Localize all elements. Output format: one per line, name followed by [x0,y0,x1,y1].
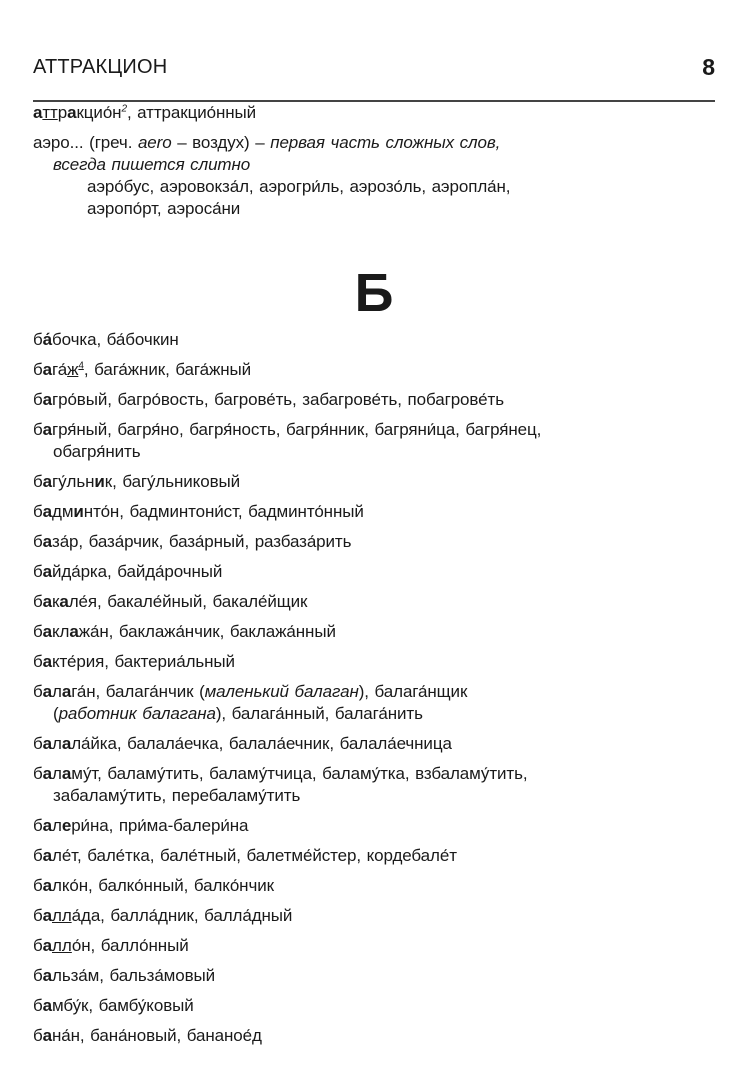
stress-highlight: а [42,966,52,985]
entry-line [33,681,733,703]
stress-highlight: а [42,936,52,955]
entry-line [33,389,733,411]
stress-highlight: а [42,420,52,439]
entry-line [33,176,733,198]
entry-line [33,621,733,643]
entry-text: б [33,906,43,925]
entry-line [33,815,733,837]
entry-line [33,785,733,807]
entry-line [33,965,733,987]
entry-text: ри́на, при́ма-балери́на [71,816,249,835]
entry-text: б [33,996,43,1015]
entry-text: бочка, ба́бочкин [52,330,179,349]
entry-text: жа́н, баклажа́нчик, баклажа́нный [78,622,336,641]
entry-text: му́т, баламу́тить, баламу́тчица, баламу́тка, взбаламу́тить, [71,764,528,783]
entry-line [33,935,733,957]
stress-highlight: а [42,846,52,865]
stress-highlight: а [42,1026,52,1045]
stress-highlight: а [42,360,52,379]
entry-text: б [33,936,43,955]
entry-text: забаламу́тить, перебаламу́тить [53,786,301,805]
entry-text: б [33,360,43,379]
entry-text: б [33,1026,43,1045]
dictionary-entry [33,621,733,643]
entry-text: аэро... (греч. [33,133,138,152]
stress-highlight: а [59,592,69,611]
entry-text: кте́рия, бактериа́льный [52,652,235,671]
stress-highlight: а [61,764,72,783]
entry-line [33,845,733,867]
entry-text: б [33,966,43,985]
entry-text: – воздух) – [171,133,271,152]
stress-highlight: а [42,502,52,521]
italic-note: первая часть сложных слов, [270,133,501,152]
entry-text: лко́н, балко́нный, балко́нчик [52,876,274,895]
entry-text: йда́рка, байда́рочный [52,562,223,581]
dictionary-entry [33,591,733,613]
entry-text: л [52,682,62,701]
entry-line [33,995,733,1017]
entry-text: ле́т, бале́тка, бале́тный, балетме́йстер, кордебале́т [52,846,457,865]
entry-text: а́да, балла́дник, балла́дный [71,906,293,925]
dictionary-entry [33,681,733,725]
entry-line [33,359,733,381]
entry-text: обагря́нить [53,442,141,461]
entry-line [33,154,733,176]
stress-highlight: а [42,532,52,551]
entry-text: л [52,734,62,753]
italic-note: aero [137,133,172,152]
entry-text: б [33,532,43,551]
dictionary-entry [33,102,733,124]
entry-text: аэро́бус, аэровокза́л, аэрогри́ль, аэрозо́ль, аэропла́н, [87,177,511,196]
stress-highlight: а [42,996,52,1015]
entry-text: ), балага́нщик [358,682,468,701]
dictionary-entry [33,651,733,673]
entry-text: б [33,652,43,671]
entry-line [33,591,733,613]
stress-highlight: а [42,622,52,641]
dictionary-entry [33,501,733,523]
dictionary-entry [33,419,733,463]
footnote-mark: 2 [121,103,127,115]
spelling-underline: лл [52,936,72,955]
section-letter-heading: Б [354,263,394,323]
entry-line [33,875,733,897]
stress-highlight: а [42,906,52,925]
stress-highlight: а [42,764,52,783]
entry-line [33,561,733,583]
entry-text: аэропо́рт, аэроса́ни [87,199,241,218]
entry-text: о́н, балло́нный [71,936,189,955]
stress-highlight: а [42,682,52,701]
dictionary-entry [33,845,733,867]
dictionary-entry [33,1025,733,1047]
entry-line [33,102,733,124]
entry-line [33,441,733,463]
dictionary-entry [33,132,733,220]
dictionary-entry [33,733,733,755]
stress-highlight: а [61,734,72,753]
entry-text: ( [53,704,59,723]
entry-line [33,501,733,523]
dictionary-entry [33,763,733,807]
entry-text: ), балага́нный, балага́нить [215,704,423,723]
dictionary-entry [33,471,733,493]
dictionary-entry [33,935,733,957]
entry-line [33,531,733,553]
stress-highlight: а [42,592,52,611]
stress-highlight: а [69,622,79,641]
stress-highlight: а́ [42,330,52,349]
dictionary-entry [33,359,733,381]
entry-text: б [33,502,43,521]
entry-line [33,329,733,351]
entry-text: б [33,390,43,409]
footnote-mark: 4 [78,360,84,372]
italic-note: всегда пишется слитно [53,155,251,174]
entry-text: б [33,420,43,439]
italic-note: работник балагана [58,704,216,723]
running-header [33,52,715,102]
stress-highlight: а [42,472,52,491]
entry-text: , бага́жник, бага́жный [83,360,252,379]
spelling-underline: лл [52,906,72,925]
stress-highlight: а [61,682,72,701]
entry-line [33,471,733,493]
entry-line [33,703,733,725]
entry-text: б [33,764,43,783]
dictionary-entry [33,905,733,927]
entry-text: б [33,562,43,581]
stress-highlight: и [73,502,84,521]
entry-text: б [33,734,43,753]
entry-text: к, багу́льниковый [104,472,241,491]
dictionary-entry [33,965,733,987]
entry-text: га́н, балага́нчик ( [71,682,205,701]
entry-text: л [52,764,62,783]
entry-text: ле́я, бакале́йный, бакале́йщик [68,592,308,611]
stress-highlight: а [42,652,52,671]
entry-line [33,651,733,673]
stress-highlight: а [42,390,52,409]
entry-line [33,132,733,154]
entry-line [33,198,733,220]
dictionary-entry [33,995,733,1017]
stress-highlight: а [33,103,43,122]
entry-text: , аттракцио́нный [126,103,257,122]
dictionary-entry [33,875,733,897]
entries-a-section [33,102,733,228]
stress-highlight: е [61,816,72,835]
stress-highlight: а [42,562,52,581]
stress-highlight: а [42,734,52,753]
entry-text: кл [52,622,70,641]
entry-text: на́н, бана́новый, бананое́д [52,1026,262,1045]
entry-text: гу́льн [52,472,95,491]
entry-text: к [52,592,60,611]
stress-highlight: а [42,876,52,895]
entry-text: га́ [52,360,68,379]
entries-b-section [33,329,733,1055]
dictionary-entry [33,531,733,553]
spelling-underline: ж [67,360,79,379]
italic-note: маленький балаган [204,682,359,701]
entry-line [33,1025,733,1047]
dictionary-entry [33,815,733,837]
entry-text: б [33,472,43,491]
entry-text: дм [52,502,74,521]
spelling-underline: тт [42,103,58,122]
entry-text: б [33,846,43,865]
entry-text: нто́н, бадминтони́ст, бадминто́нный [83,502,364,521]
entry-line [33,733,733,755]
entry-text: гро́вый, багро́вость, багрове́ть, забагрове́ть, побагрове́ть [52,390,504,409]
entry-text: мбу́к, бамбу́ковый [52,996,194,1015]
entry-text: б [33,876,43,895]
entry-text: льза́м, бальза́мовый [52,966,216,985]
page-number: 8 [702,54,715,80]
entry-line [33,763,733,785]
entry-text: б [33,682,43,701]
stress-highlight: а [67,103,77,122]
entry-text: гря́ный, багря́но, багря́ность, багря́нник, багряни́ца, багря́нец, [52,420,542,439]
running-head-word: АТТРАКЦИОН [33,56,168,78]
entry-text: б [33,592,43,611]
dictionary-entry [33,329,733,351]
entry-text: ла́йка, балала́ечка, балала́ечник, балала́ечница [71,734,452,753]
entry-text: б [33,330,43,349]
stress-highlight: и [94,472,105,491]
dictionary-entry [33,561,733,583]
dictionary-entry [33,389,733,411]
entry-line [33,905,733,927]
entry-text: за́р, база́рчик, база́рный, разбаза́рить [52,532,352,551]
stress-highlight: а [42,816,52,835]
entry-text: б [33,816,43,835]
entry-text: кцио́н [76,103,122,122]
entry-text: р [57,103,68,122]
entry-text: л [52,816,62,835]
entry-text: б [33,622,43,641]
entry-line [33,419,733,441]
